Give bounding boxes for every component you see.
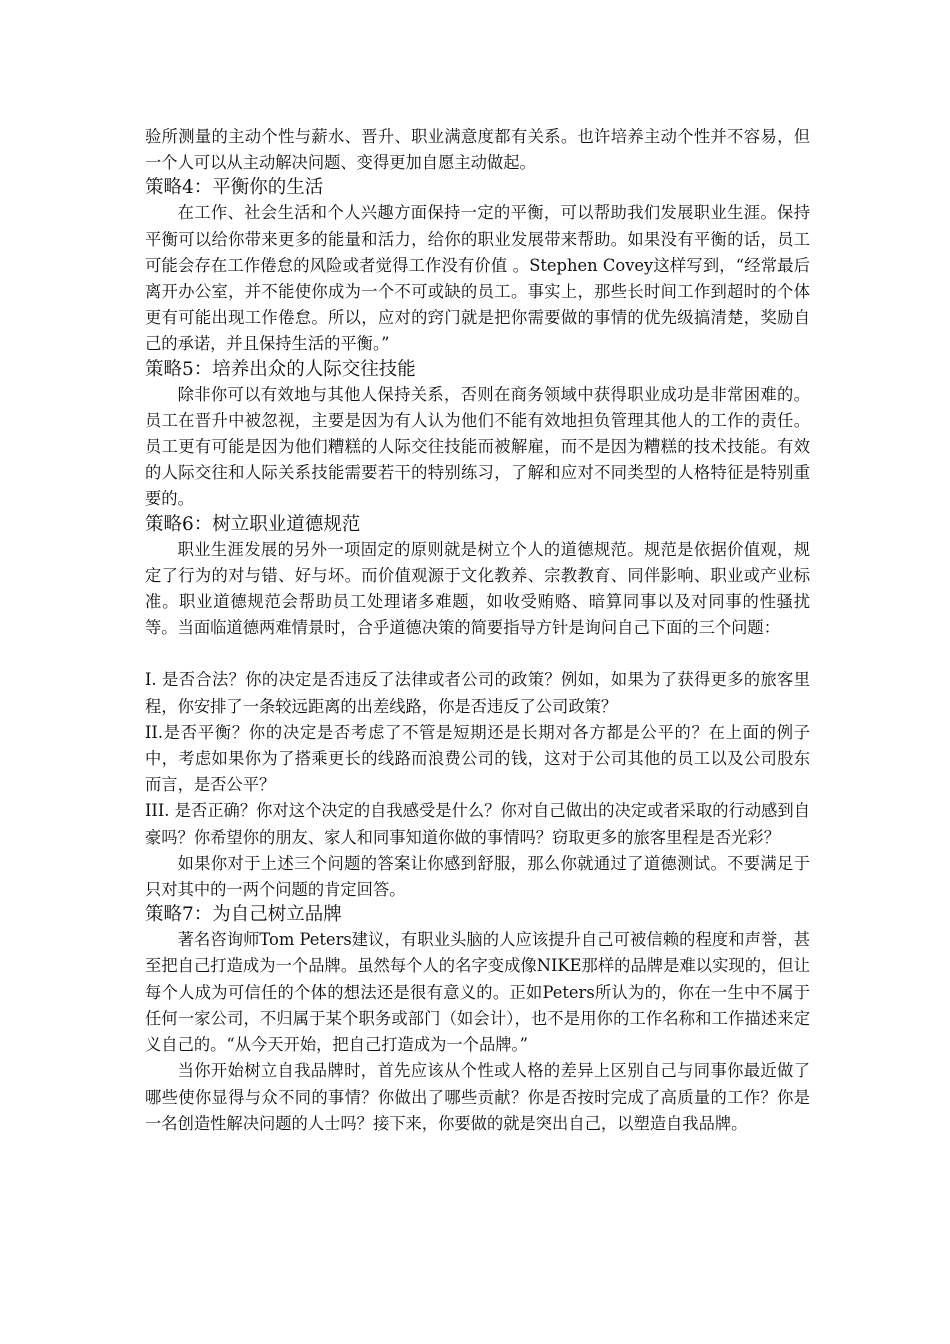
heading-strategy-7: 策略7：为自己树立品牌 [145,904,342,926]
heading-strategy-5: 策略5：培养出众的人际交往技能 [145,358,416,380]
document-page [145,124,810,1137]
blank-line [145,641,810,667]
question-balanced: II.是否平衡？你的决定是否考虑了不管是短期还是长期对各方都是公平的？在上面的例子中，考虑如果你为了搭乘更长的线路而浪费公司的钱，这对于公司其他的员工以及公司股东而言，是否公平？ [145,722,810,795]
paragraph-proactive-personality: 验所测量的主动个性与薪水、晋升、职业满意度都有关系。也许培养主动个性并不容易，但一个人可以从主动解决问题、变得更加自愿主动做起。 [145,127,810,173]
question-legal: I. 是否合法？你的决定是否违反了法律或者公司的政策？例如，如果为了获得更多的旅客里程，你安排了一条较远距离的出差线路，你是否违反了公司政策？ [145,670,810,716]
paragraph-ethics-test: 如果你对于上述三个问题的答案让你感到舒服，那么你就通过了道德测试。不要满足于只对其中的一两个问题的肯定回答。 [145,853,810,900]
heading-strategy-4: 策略4：平衡你的生活 [145,177,324,199]
paragraph-interpersonal-skills: 除非你可以有效地与其他人保持关系，否则在商务领域中获得职业成功是非常困难的。员工在晋升中被忽视，主要是因为有人认为他们不能有效地担负管理其他人的工作的责任。员工更有可能是因为他们糟糕的人际交往技能而被解雇，而不是因为糟糕的技术技能。有效的人际交往和人际关系技能需要若干的特别练习，了解和应对不同类型的人格特征是特别重要的。 [145,384,810,509]
paragraph-brand-start: 当你开始树立自我品牌时，首先应该从个性或人格的差异上区别自己与同事你最近做了哪些使你显得与众不同的事情？你做出了哪些贡献？你是否按时完成了高质量的工作？你是一名创造性解决问题的人士吗？接下来，你要做的就是突出自己，以塑造自我品牌。 [145,1061,810,1133]
paragraph-ethics: 职业生涯发展的另外一项固定的原则就是树立个人的道德规范。规范是依据价值观，规定了行为的对与错、好与坏。而价值观源于文化教养、宗教教育、同伴影响、职业或产业标准。职业道德规范会帮助员工处理诸多难题，如收受贿赂、暗算同事以及对同事的性骚扰等。当面临道德两难情景时，合乎道德决策的简要指导方针是询问自己下面的三个问题： [145,539,810,638]
heading-strategy-6: 策略6：树立职业道德规范 [145,513,361,535]
paragraph-balance-life: 在工作、社会生活和个人兴趣方面保持一定的平衡，可以帮助我们发展职业生涯。保持平衡可以给你带来更多的能量和活力，给你的职业发展带来帮助。如果没有平衡的话，员工可能会存在工作倦怠的风险或者觉得工作没有价值 。Stephen Covey这样写到，“经常最后离开办公室，并不能使你成为一个不可或缺的员工。事实上，那些长时间工作到超时的个体更有可能出现工作倦怠。所以，应对的窍门就是把你需要做的事情的优先级搞清楚，奖励自己的承诺，并且保持生活的平衡。” [145,203,810,354]
paragraph-personal-brand: 著名咨询师Tom Peters建议，有职业头脑的人应该提升自己可被信赖的程度和声誉，甚至把自己打造成为一个品牌。虽然每个人的名字变成像NIKE那样的品牌是难以实现的，但让每个人成为可信任的个体的想法还是很有意义的。正如Peters所认为的，你在一生中不属于任何一家公司，不归属于某个职务或部门（如会计），也不是用你的工作名称和工作描述来定义自己的。“从今天开始，把自己打造成为一个品牌。” [145,930,810,1055]
question-right: III. 是否正确？你对这个决定的自我感受是什么？你对自己做出的决定或者采取的行动感到自豪吗？你希望你的朋友、家人和同事知道你做的事情吗？窃取更多的旅客里程是否光彩？ [145,801,810,847]
